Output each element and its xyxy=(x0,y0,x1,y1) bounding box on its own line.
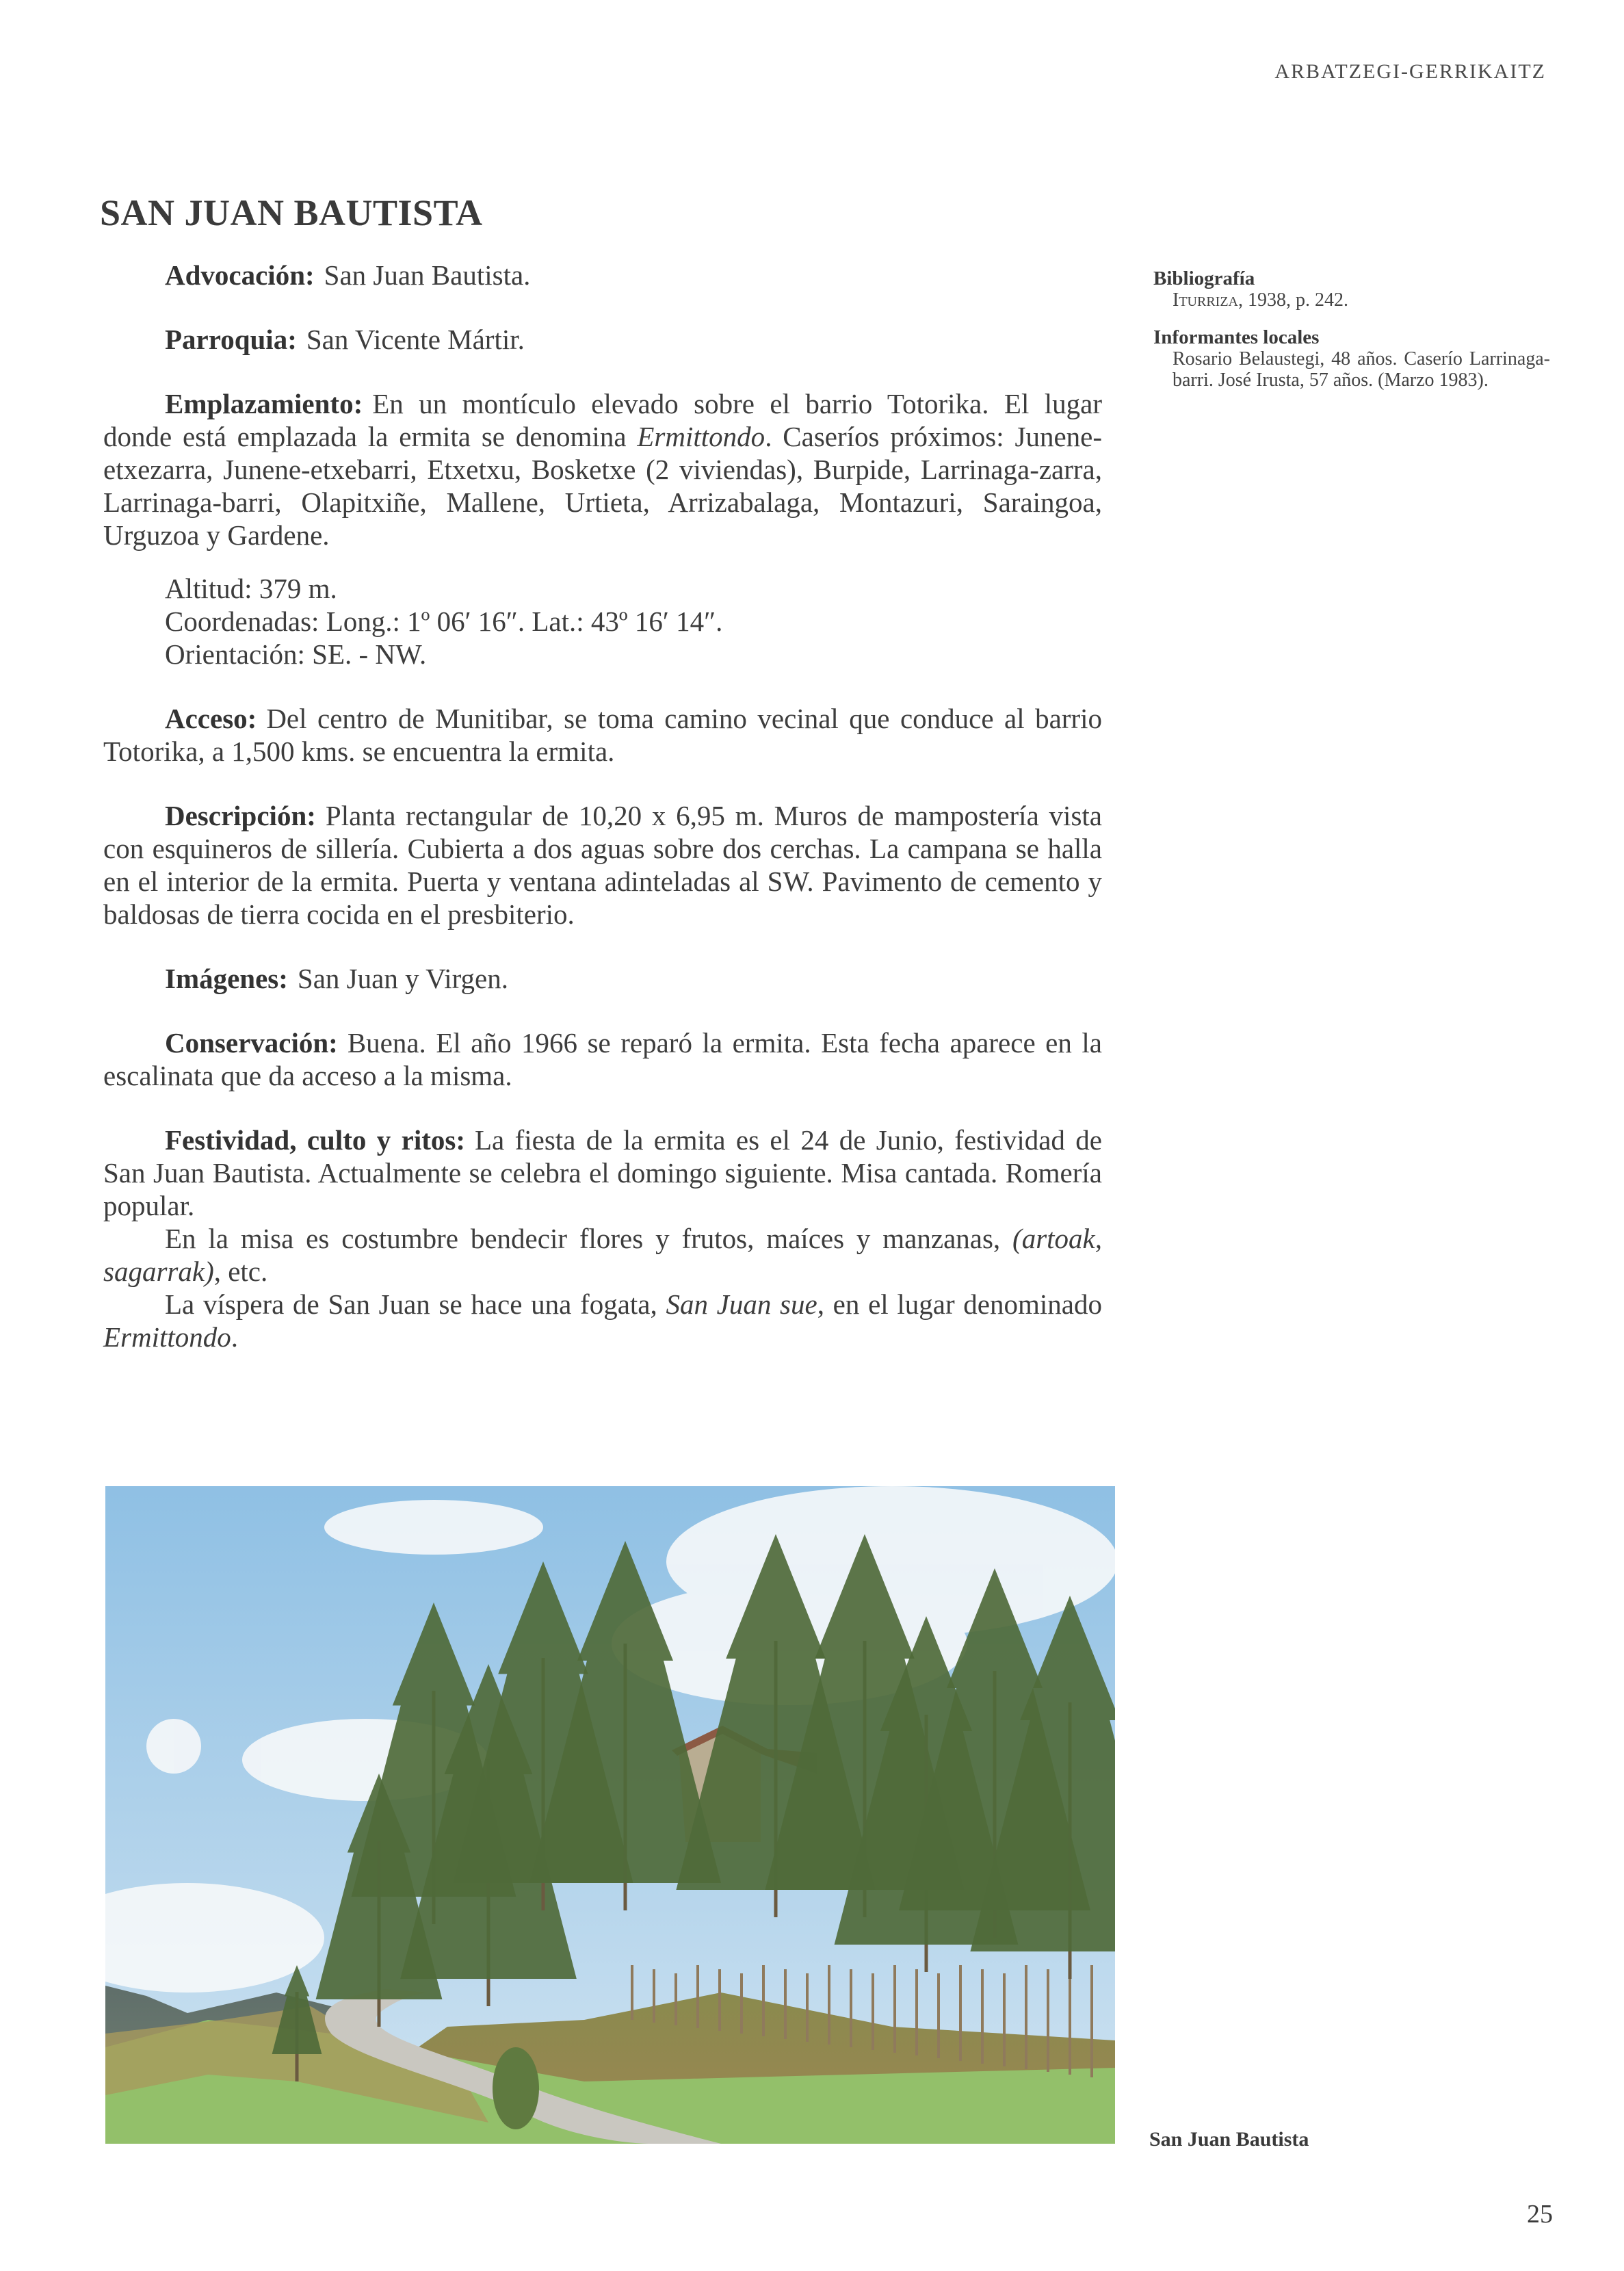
acceso-paragraph xyxy=(103,702,1102,768)
emplazamiento-text-1: En un montículo elevado sobre el barrio Totorika. El lugar donde está emplazada la ermita se denomina xyxy=(103,388,1102,452)
entry-body xyxy=(103,259,1102,1353)
bibliografia-block xyxy=(1153,268,1550,311)
page-number: 25 xyxy=(1527,2200,1553,2229)
emplazamiento-text-2: . Caseríos próximos: Junene-etxezarra, Junene-etxebarri, Etxetxu, Bosketxe (2 viviendas), Burpide, Larrinaga-zarra, Larrinaga-barri, Olapitxiñe, Mallene, Urtieta, Arrizabalaga, Montazuri, Saraingoa, Urguzoa y Gardene. xyxy=(103,421,1103,551)
imagenes-text: San Juan y Virgen. xyxy=(297,963,508,994)
festividad-p3-text-1: La víspera de San Juan se hace una fogata, xyxy=(165,1288,666,1320)
informantes-block xyxy=(1153,327,1550,391)
acceso-text: Del centro de Munitibar, se toma camino vecinal que conduce al barrio Totorika, a 1,500 kms. se encuentra la ermita. xyxy=(103,703,1102,767)
advocacion-text: San Juan Bautista. xyxy=(324,259,531,291)
acceso-label: Acceso: xyxy=(165,703,257,734)
descripcion-paragraph xyxy=(103,799,1102,931)
festividad-p2-italic: (artoak, sagarrak) xyxy=(103,1223,1102,1287)
descripcion-text: Planta rectangular de 10,20 x 6,95 m. Muros de mampostería vista con esquineros de sillería. Cubierta a dos aguas sobre dos cerchas. La campana se halla en el interior de la ermita. Puerta y ventana adinteladas al SW. Pavimento de cemento y baldosas de tierra cocida en el presbiterio. xyxy=(103,800,1102,930)
coordenadas: Coordenadas: Long.: 1º 06′ 16″. Lat.: 43º 16′ 14″. xyxy=(165,606,723,637)
festividad-p3-italic-2: Ermittondo xyxy=(103,1321,231,1353)
emplazamiento-place-name: Ermittondo xyxy=(637,421,765,452)
hermitage-photo xyxy=(105,1486,1115,2144)
advocacion-paragraph xyxy=(103,259,1102,291)
sidebar-notes xyxy=(1153,268,1550,407)
running-head: ARBATZEGI-GERRIKAITZ xyxy=(1274,60,1546,83)
conservacion-label: Conservación: xyxy=(165,1027,338,1059)
conservacion-text: Buena. El año 1966 se reparó la ermita. Esta fecha aparece en la escalinata que da acceso a la misma. xyxy=(103,1027,1102,1091)
parroquia-paragraph xyxy=(103,323,1102,356)
emplazamiento-paragraph xyxy=(103,387,1102,551)
shrub xyxy=(493,2047,539,2129)
informantes-heading: Informantes locales xyxy=(1153,326,1320,348)
festividad-paragraph xyxy=(103,1124,1102,1222)
festividad-p2-text-2: , etc. xyxy=(213,1256,268,1287)
bibliografia-rest: , 1938, p. 242. xyxy=(1237,289,1348,311)
festividad-p2-text-1: En la misa es costumbre bendecir flores y frutos, maíces y manzanas, xyxy=(165,1223,1013,1254)
photo-caption: San Juan Bautista xyxy=(1149,2128,1309,2151)
festividad-paragraph-2 xyxy=(103,1222,1102,1288)
emplazamiento-label: Emplazamiento: xyxy=(165,388,363,419)
descripcion-label: Descripción: xyxy=(165,800,316,831)
orientacion: Orientación: SE. - NW. xyxy=(165,638,427,670)
festividad-label: Festividad, culto y ritos: xyxy=(165,1124,465,1156)
imagenes-label: Imágenes: xyxy=(165,963,288,994)
parroquia-text: San Vicente Mártir. xyxy=(306,324,525,355)
parroquia-label: Parroquia: xyxy=(165,324,297,355)
bibliografia-author: Iturriza xyxy=(1173,289,1238,311)
imagenes-paragraph xyxy=(103,962,1102,995)
bibliografia-heading: Bibliografía xyxy=(1153,268,1255,289)
entry-title: SAN JUAN BAUTISTA xyxy=(100,192,483,233)
festividad-p3-text-3: . xyxy=(231,1321,239,1353)
festividad-p3-italic: San Juan sue xyxy=(666,1288,817,1320)
altitud: Altitud: 379 m. xyxy=(165,573,337,604)
conservacion-paragraph xyxy=(103,1026,1102,1092)
festividad-text: La fiesta de la ermita es el 24 de Junio, festividad de San Juan Bautista. Actualmente se celebra el domingo siguiente. Misa cantada. Romería popular. xyxy=(103,1124,1103,1221)
informantes-text: Rosario Belaustegi, 48 años. Caserío Larrinaga-barri. José Irusta, 57 años. (Marzo 1983). xyxy=(1173,348,1550,391)
bibliografia-entry xyxy=(1153,289,1550,311)
festividad-paragraph-3 xyxy=(103,1288,1102,1353)
advocacion-label: Advocación: xyxy=(165,259,315,291)
photo-illustration xyxy=(105,1486,1115,2144)
festividad-p3-text-2: , en el lugar denominado xyxy=(817,1288,1102,1320)
location-data xyxy=(103,572,1102,671)
